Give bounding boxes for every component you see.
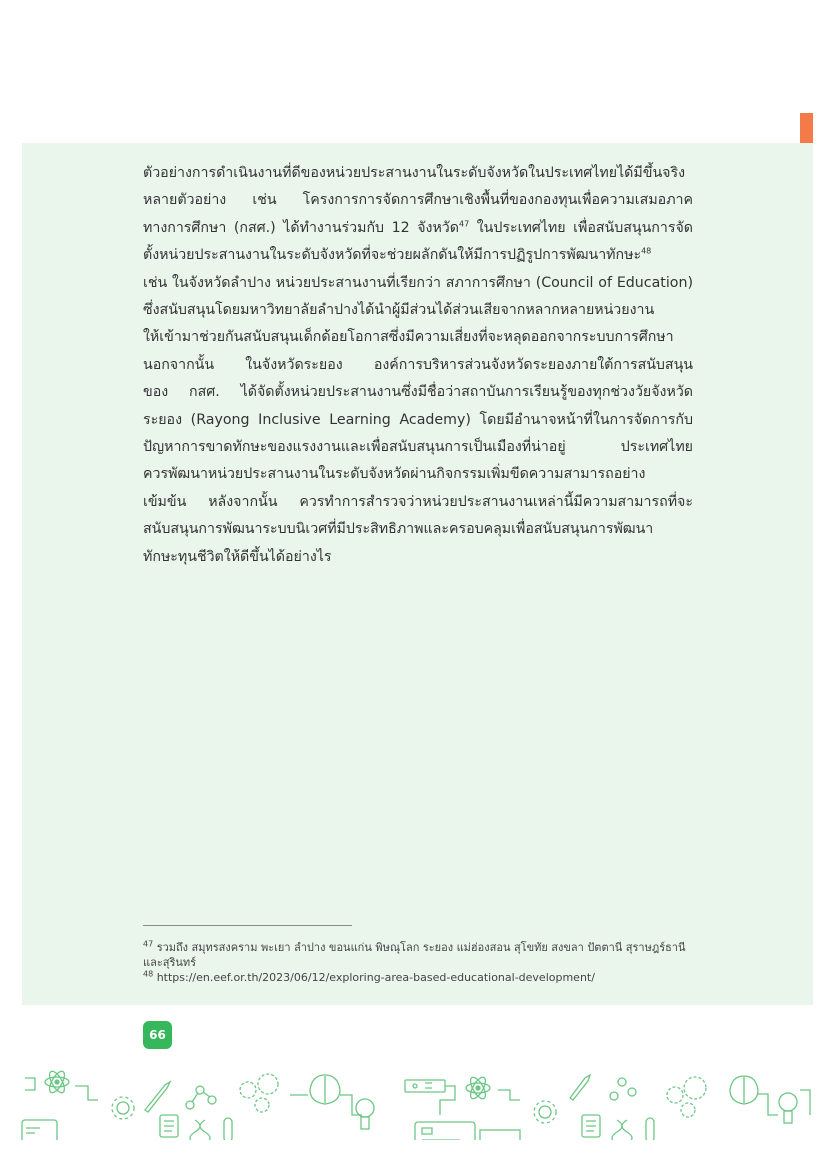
body-line: เข้มข้น หลังจากนั้น ควรทำการสำรวจว่าหน่วยประสานงานเหล่านี้มีความสามารถที่จะ xyxy=(143,493,693,510)
body-paragraph xyxy=(143,160,693,571)
gear-icon xyxy=(534,1101,556,1123)
brain-icon xyxy=(310,1075,340,1104)
dna-icon xyxy=(612,1120,632,1140)
body-line: ของ กสศ. ได้จัดตั้งหน่วยประสานงานซึ่งมีชื่อว่าสถาบันการเรียนรู้ของทุกช่วงวัยจังหวัด xyxy=(143,384,693,401)
body-line: ซึ่งสนับสนุนโดยมหาวิทยาลัยลำปางได้นำผู้มีส่วนได้ส่วนเสียจากหลากหลายหน่วยงาน xyxy=(143,302,655,319)
gears-icon xyxy=(667,1077,706,1117)
footnotes xyxy=(143,940,695,985)
molecule-icon xyxy=(610,1078,636,1100)
lightbulb-icon xyxy=(779,1093,797,1123)
science-illustration-strip xyxy=(0,1060,835,1140)
body-line: ควรพัฒนาหน่วยประสานงานในระดับจังหวัดผ่านกิจกรรมเพิ่มขีดความสามารถอย่าง xyxy=(143,466,646,483)
footnote-ref-48[interactable]: 48 xyxy=(641,246,652,256)
atom-icon xyxy=(45,1069,69,1095)
body-line: ทางการศึกษา (กสศ.) ได้ทำงานร่วมกับ 12 จังหวัด$^{47}$ ในประเทศไทย เพื่อสนับสนุนการจัด xyxy=(143,219,693,236)
page-number-badge: 66 xyxy=(143,1021,172,1049)
dna-icon xyxy=(190,1120,210,1140)
lightbulb-icon xyxy=(356,1099,374,1129)
rocket-icon xyxy=(570,1075,590,1100)
footnote-divider xyxy=(143,925,352,926)
molecule-icon xyxy=(186,1086,216,1109)
body-line: ตัวอย่างการดำเนินงานที่ดีของหน่วยประสานงานในระดับจังหวัดในประเทศไทยได้มีขึ้นจริง xyxy=(143,165,686,181)
test-tube-icon xyxy=(224,1118,232,1140)
rocket-icon xyxy=(145,1082,170,1112)
body-line: ปัญหาการขาดทักษะของแรงงานและเพื่อสนับสนุนการเป็นเมืองที่น่าอยู่ ประเทศไทย xyxy=(143,439,693,456)
test-tube-icon xyxy=(646,1118,654,1140)
body-line: เช่น ในจังหวัดลำปาง หน่วยประสานงานที่เรียกว่า สภาการศึกษา (Council of Education) xyxy=(143,274,693,291)
gears-icon xyxy=(240,1074,278,1112)
body-line: ระยอง (Rayong Inclusive Learning Academy) โดยมีอำนาจหน้าที่ในการจัดการกับ xyxy=(143,411,693,428)
body-line: ตั้งหน่วยประสานงานในระดับจังหวัดที่จะช่วยผลักดันให้มีการปฏิรูปการพัฒนาทักษะ$^{48}$ xyxy=(143,246,652,264)
footnote-ref-47[interactable]: 47 xyxy=(458,219,470,229)
atom-icon xyxy=(466,1075,490,1101)
body-line: หลายตัวอย่าง เช่น โครงการการจัดการศึกษาเชิงพื้นที่ของกองทุนเพื่อความเสมอภาค xyxy=(143,192,693,209)
footnote-47: $^{47}$ รวมถึง สมุทรสงคราม พะเยา ลำปาง ขอนแก่น พิษณุโลก ระยอง แม่ฮ่องสอน สุโขทัย สงขลา ปัตตานี สุราษฎร์ธานี และสุรินทร์ xyxy=(143,939,686,969)
brain-icon xyxy=(730,1076,758,1104)
gear-icon xyxy=(112,1097,134,1119)
footnote-48[interactable]: $^{48}$ https://en.eef.or.th/2023/06/12/exploring-area-based-educational-development/ xyxy=(143,969,595,984)
body-line: สนับสนุนการพัฒนาระบบนิเวศที่มีประสิทธิภาพและครอบคลุมเพื่อสนับสนุนการพัฒนา xyxy=(143,521,654,538)
section-tab-marker xyxy=(800,113,813,143)
body-line: ทักษะทุนชีวิตให้ดีขึ้นได้อย่างไร xyxy=(143,548,332,565)
body-line: ให้เข้ามาช่วยกันสนับสนุนเด็กด้อยโอกาสซึ่งมีความเสี่ยงที่จะหลุดออกจากระบบการศึกษา xyxy=(143,329,674,346)
body-line: นอกจากนั้น ในจังหวัดระยอง องค์การบริหารส่วนจังหวัดระยองภายใต้การสนับสนุน xyxy=(143,356,693,373)
